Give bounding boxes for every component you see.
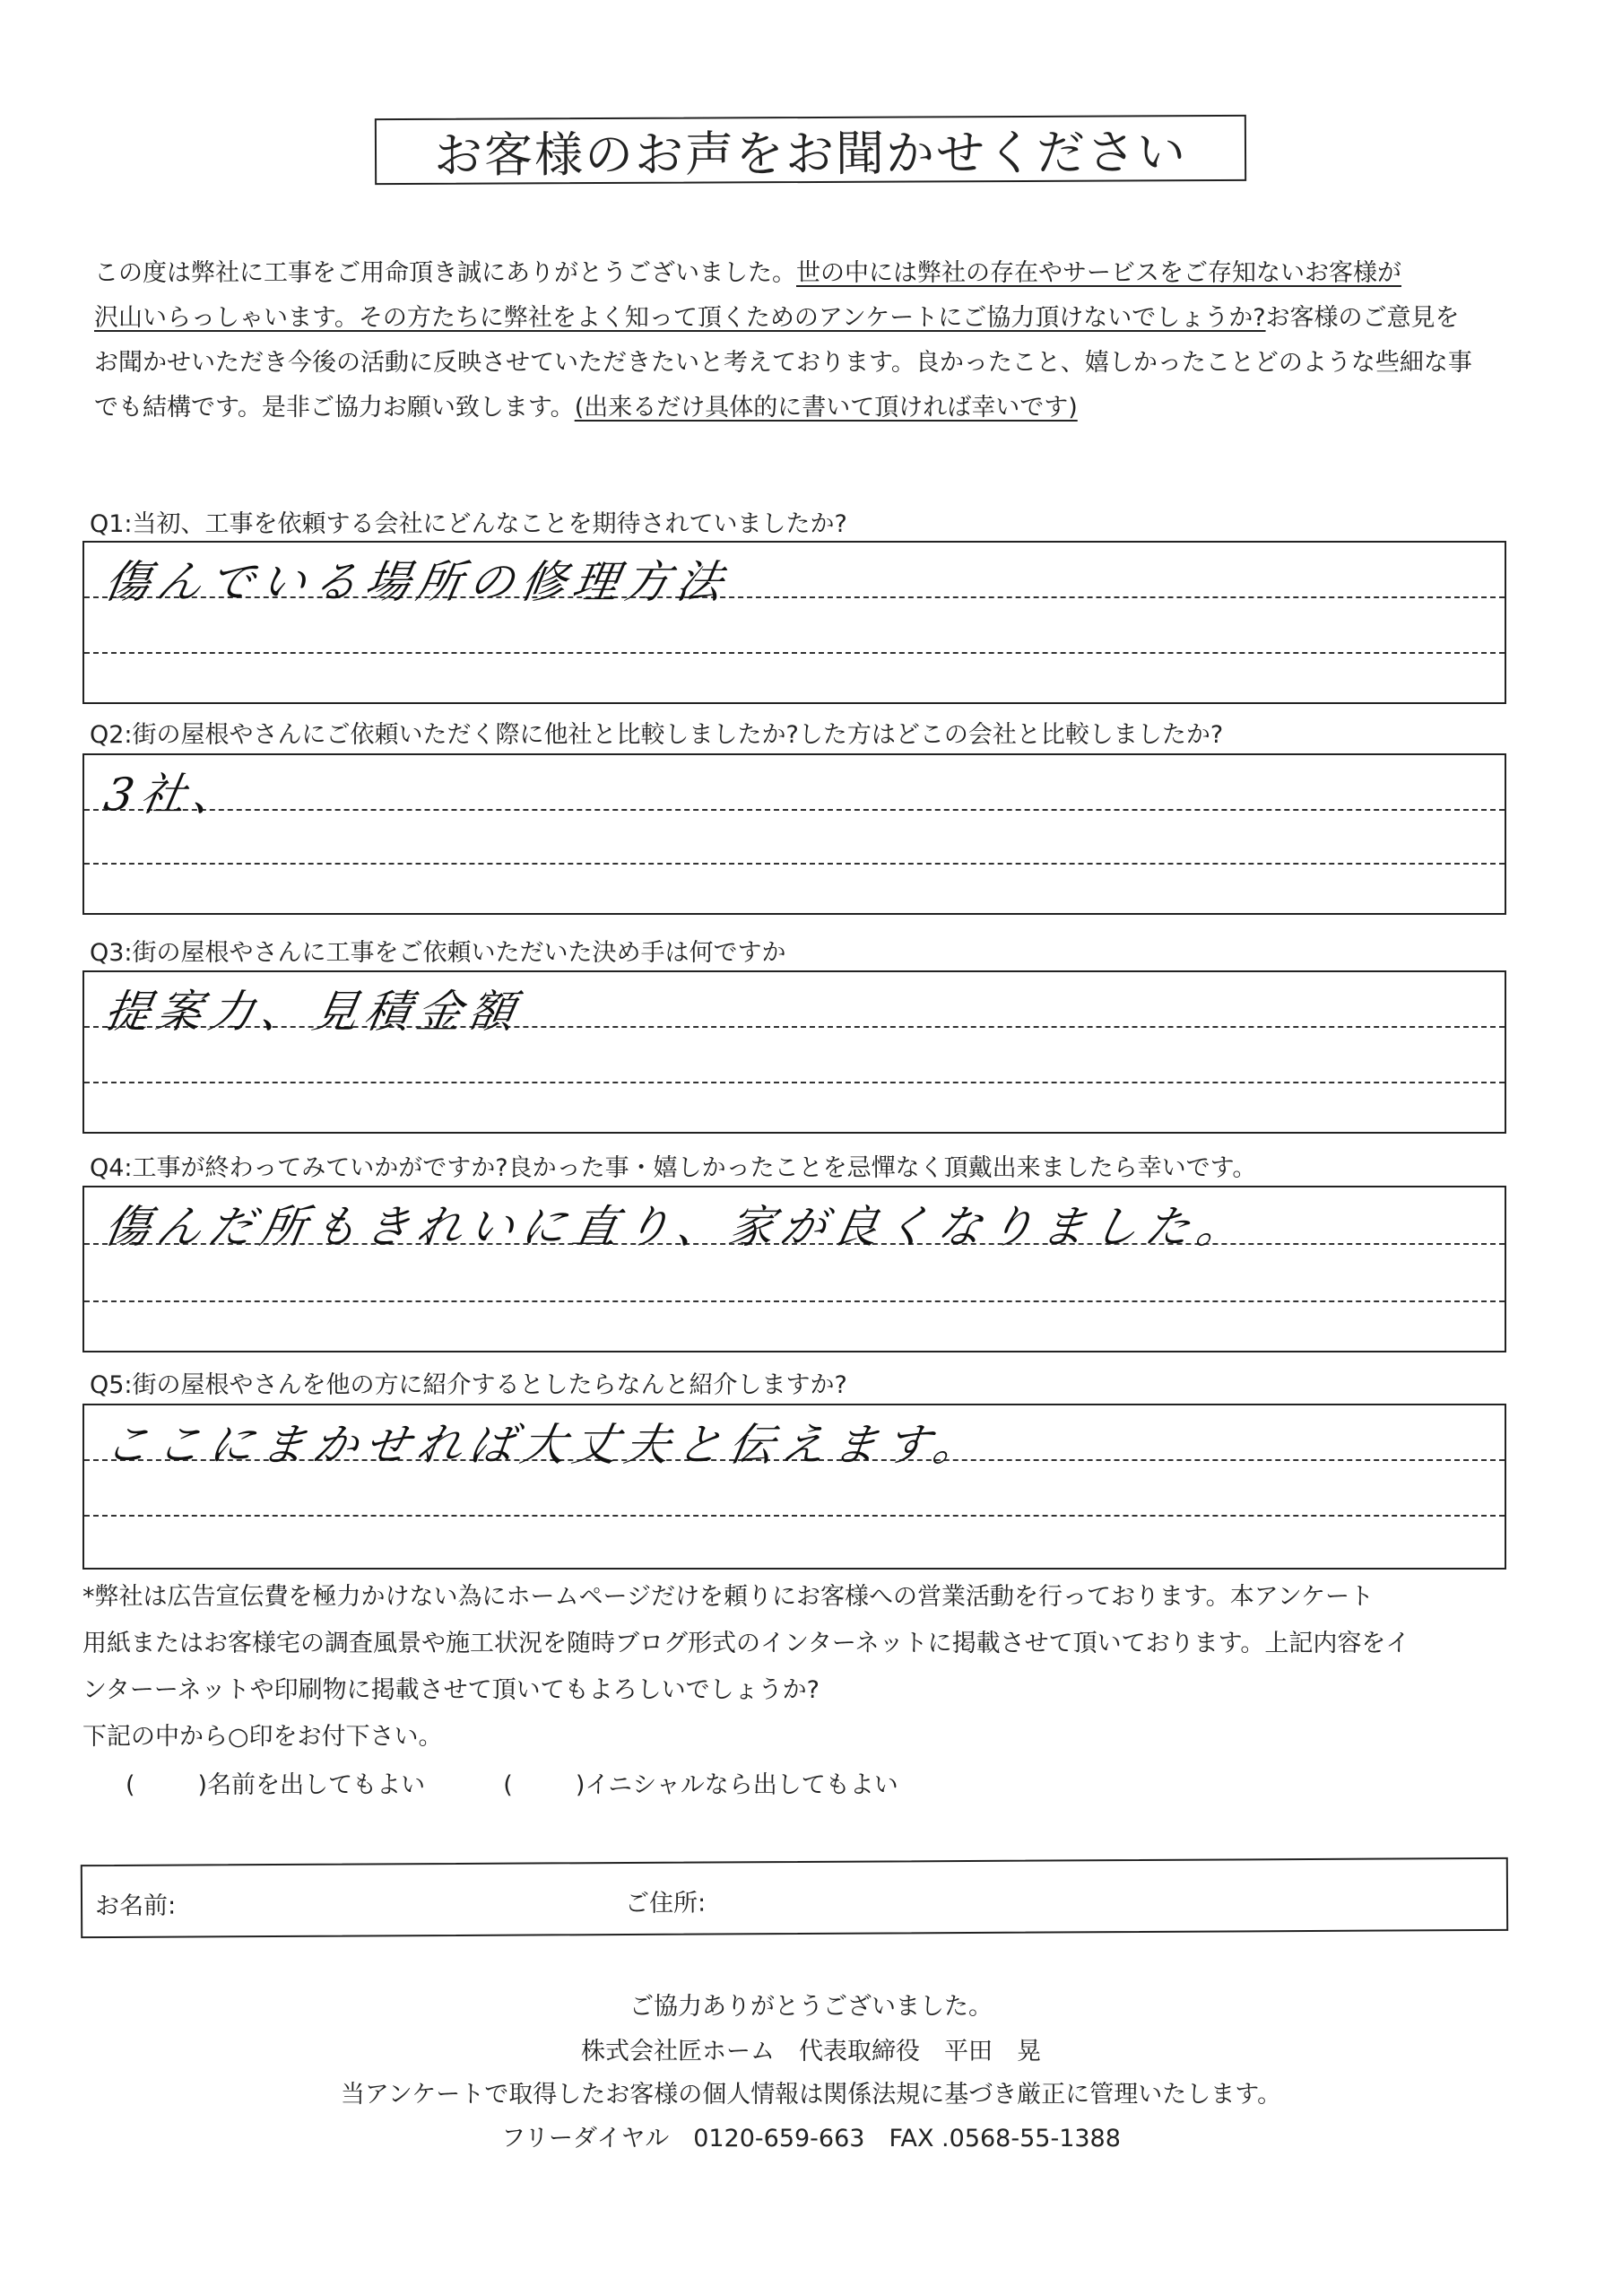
guide-line	[84, 809, 1505, 811]
privacy-statement: 当アンケートで取得したお客様の個人情報は関係法規に基づき厳正に管理いたします。	[340, 2081, 1282, 2109]
publication-notice: *弊社は広告宣伝費を極力かけない為にホームページだけを頼りにお客様への営業活動を行っております。本アンケート 用紙またはお客様宅の調査風景や施工状況を随時ブログ形式のインターネットに掲載させて頂いております。上記内容をイ ンターーネットや印刷物に掲載させて頂いてもよろしいでしょうか? 下記の中から○印をお付下さい。	[82, 1583, 1410, 1751]
intro-line: 沢山いらっしゃいます。その方たちに弊社をよく知って頂くためのアンケートにご協力頂けないでしょうか?お客様のご意見を	[94, 304, 1460, 332]
address-field[interactable]	[728, 1879, 1481, 1909]
question-5-label: Q5:街の屋根やさんを他の方に紹介するとしたらなんと紹介しますか?	[90, 1371, 847, 1399]
question-3-label: Q3:街の屋根やさんに工事をご依頼いただいた決め手は何ですか	[90, 939, 786, 967]
question-1-answer: 傷んでいる場所の修理方法	[100, 556, 734, 608]
guide-line	[84, 652, 1505, 654]
question-5-answer: ここにまかせれば大丈夫と伝えます。	[100, 1419, 991, 1471]
intro-line: でも結構です。是非ご協力お願い致します。(出来るだけ具体的に書いて頂ければ幸いです)	[94, 394, 1078, 422]
guide-line	[84, 863, 1505, 865]
guide-line	[84, 1300, 1505, 1302]
name-label: お名前:	[94, 1892, 177, 1921]
thanks-text: ご協力ありがとうございました。	[629, 1993, 993, 2021]
question-4-answer: 傷んだ所もきれいに直り、家が良くなりました。	[100, 1201, 1254, 1253]
contact-numbers: フリーダイヤル 0120-659-663 FAX .0568-55-1388	[501, 2125, 1121, 2152]
consent-choices	[126, 1765, 898, 1800]
guide-line	[84, 1082, 1505, 1083]
checkbox-close-paren: )	[197, 1771, 208, 1799]
question-3-answer-box[interactable]	[82, 970, 1506, 1134]
question-1-label: Q1:当初、工事を依頼する会社にどんなことを期待されていましたか?	[90, 510, 847, 538]
company-signature: 株式会社匠ホーム 代表取締役 平田 晃	[581, 2038, 1041, 2066]
question-4-answer-box[interactable]	[82, 1186, 1506, 1352]
name-field[interactable]	[280, 1883, 603, 1912]
checkbox-open-paren: (	[126, 1771, 135, 1799]
consent-option-initials[interactable]	[503, 1765, 898, 1800]
page-title: お客様のお声をお聞かせください	[375, 115, 1246, 185]
checkbox-open-paren: (	[503, 1771, 513, 1799]
intro-line: この度は弊社に工事をご用命頂き誠にありがとうございました。世の中には弊社の存在やサービスをご存知ないお客様が	[94, 259, 1401, 287]
question-3-answer: 提案力、見積金額	[100, 986, 526, 1038]
consent-option-label: イニシャルなら出してもよい	[585, 1771, 898, 1799]
intro-line: お聞かせいただき今後の活動に反映させていただきたいと考えております。良かったこと、嬉しかったことどのような些細な事	[94, 349, 1472, 377]
question-2-label: Q2:街の屋根やさんにご依頼いただく際に他社と比較しましたか?した方はどこの会社と比較しましたか?	[90, 721, 1224, 749]
address-label: ご住所:	[624, 1889, 707, 1918]
question-2-answer-box[interactable]	[82, 753, 1506, 915]
question-5-answer-box[interactable]	[82, 1404, 1506, 1570]
consent-option-label: 名前を出してもよい	[207, 1771, 426, 1799]
checkbox-close-paren: )	[575, 1771, 585, 1799]
intro-paragraph	[94, 251, 1538, 430]
contact-info-box	[81, 1857, 1508, 1938]
consent-option-name[interactable]	[126, 1765, 425, 1800]
guide-line	[84, 1515, 1505, 1517]
question-1-answer-box[interactable]	[82, 541, 1506, 704]
question-2-answer: 3社、	[100, 769, 250, 821]
question-4-label: Q4:工事が終わってみていかがですか?良かった事・嬉しかったことを忌憚なく頂戴出来ましたら幸いです。	[90, 1154, 1257, 1182]
